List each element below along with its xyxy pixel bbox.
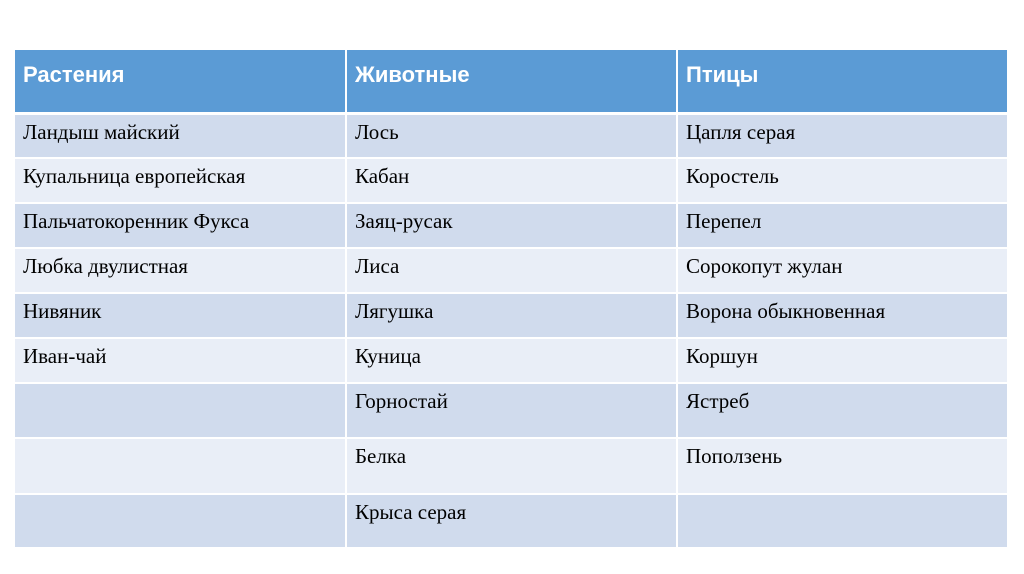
table-row [15,203,1007,248]
cell-plant: Пальчатокоренник Фукса [15,203,346,248]
header-plants: Растения [15,50,346,113]
table-row [15,113,1007,158]
table-row [15,158,1007,203]
cell-bird: Поползень [677,438,1007,494]
cell-bird: Ястреб [677,383,1007,438]
cell-plant: Купальница европейская [15,158,346,203]
table-body [15,113,1007,548]
cell-plant: Ландыш майский [15,113,346,158]
cell-bird [677,494,1007,548]
table-row [15,338,1007,383]
cell-bird: Ворона обыкновенная [677,293,1007,338]
cell-bird: Перепел [677,203,1007,248]
table-row [15,248,1007,293]
cell-bird: Коршун [677,338,1007,383]
cell-animal: Горностай [346,383,677,438]
table-row [15,293,1007,338]
header-birds: Птицы [677,50,1007,113]
cell-plant: Иван-чай [15,338,346,383]
cell-animal: Куница [346,338,677,383]
cell-animal: Кабан [346,158,677,203]
cell-animal: Заяц-русак [346,203,677,248]
table-row [15,383,1007,438]
cell-plant: Нивяник [15,293,346,338]
cell-plant: Любка двулистная [15,248,346,293]
cell-plant [15,494,346,548]
cell-plant [15,383,346,438]
cell-plant [15,438,346,494]
cell-animal: Лось [346,113,677,158]
cell-animal: Лягушка [346,293,677,338]
header-animals: Животные [346,50,677,113]
cell-bird: Цапля серая [677,113,1007,158]
cell-bird: Сорокопут жулан [677,248,1007,293]
cell-animal: Крыса серая [346,494,677,548]
header-row [15,50,1007,113]
cell-animal: Белка [346,438,677,494]
table-header [15,50,1007,113]
species-table [15,50,1007,549]
table-row [15,438,1007,494]
cell-animal: Лиса [346,248,677,293]
table-row [15,494,1007,548]
cell-bird: Коростель [677,158,1007,203]
